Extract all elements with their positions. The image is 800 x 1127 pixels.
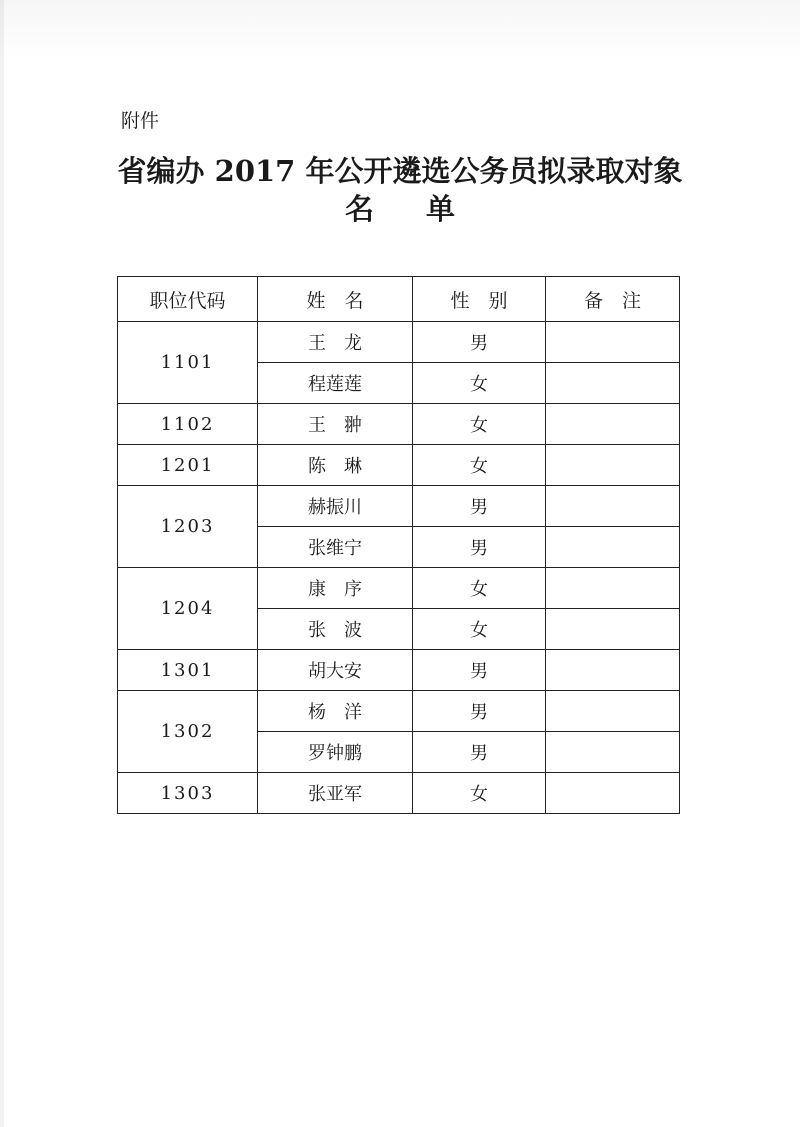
name-cell: 杨 洋 [258,691,413,732]
name-cell: 张维宁 [258,527,413,568]
table-row [118,404,680,445]
note-cell [546,732,680,773]
header-row [118,277,680,322]
note-cell [546,609,680,650]
note-cell [546,486,680,527]
gender-cell: 男 [413,732,546,773]
gender-cell: 男 [413,691,546,732]
title-line-1: 省编办 2017 年公开遴选公务员拟录取对象 [117,154,683,188]
note-cell [546,404,680,445]
name-cell: 赫振川 [258,486,413,527]
header-name: 姓 名 [258,277,413,322]
scan-shadow [0,0,800,60]
position-code-cell: 1201 [118,445,258,486]
name-cell: 陈 琳 [258,445,413,486]
name-cell: 康 序 [258,568,413,609]
roster-body [118,322,680,814]
name-cell: 罗钟鹏 [258,732,413,773]
header-gender: 性 别 [413,277,546,322]
position-code-cell: 1203 [118,486,258,568]
table-row [118,568,680,609]
position-code-cell: 1102 [118,404,258,445]
gender-cell: 女 [413,404,546,445]
gender-cell: 女 [413,363,546,404]
table-row [118,445,680,486]
position-code-cell: 1302 [118,691,258,773]
gender-cell: 女 [413,445,546,486]
gender-cell: 男 [413,527,546,568]
gender-cell: 女 [413,568,546,609]
note-cell [546,773,680,814]
table-row [118,691,680,732]
note-cell [546,322,680,363]
title-line-2: 名单 [344,192,507,226]
table-row [118,486,680,527]
note-cell [546,568,680,609]
gender-cell: 男 [413,650,546,691]
position-code-cell: 1303 [118,773,258,814]
header-note: 备 注 [546,277,680,322]
note-cell [546,445,680,486]
note-cell [546,363,680,404]
header-position-code: 职位代码 [118,277,258,322]
gender-cell: 女 [413,609,546,650]
gender-cell: 男 [413,322,546,363]
name-cell: 程莲莲 [258,363,413,404]
position-code-cell: 1204 [118,568,258,650]
name-cell: 王 龙 [258,322,413,363]
position-code-cell: 1301 [118,650,258,691]
note-cell [546,527,680,568]
name-cell: 张亚军 [258,773,413,814]
roster-table [117,276,680,814]
gender-cell: 男 [413,486,546,527]
name-cell: 张 波 [258,609,413,650]
gender-cell: 女 [413,773,546,814]
name-cell: 王 翀 [258,404,413,445]
table-row [118,650,680,691]
document-title [0,152,800,228]
table-row [118,773,680,814]
note-cell [546,691,680,732]
attachment-label: 附件 [121,110,160,132]
table-row [118,322,680,363]
note-cell [546,650,680,691]
position-code-cell: 1101 [118,322,258,404]
name-cell: 胡大安 [258,650,413,691]
